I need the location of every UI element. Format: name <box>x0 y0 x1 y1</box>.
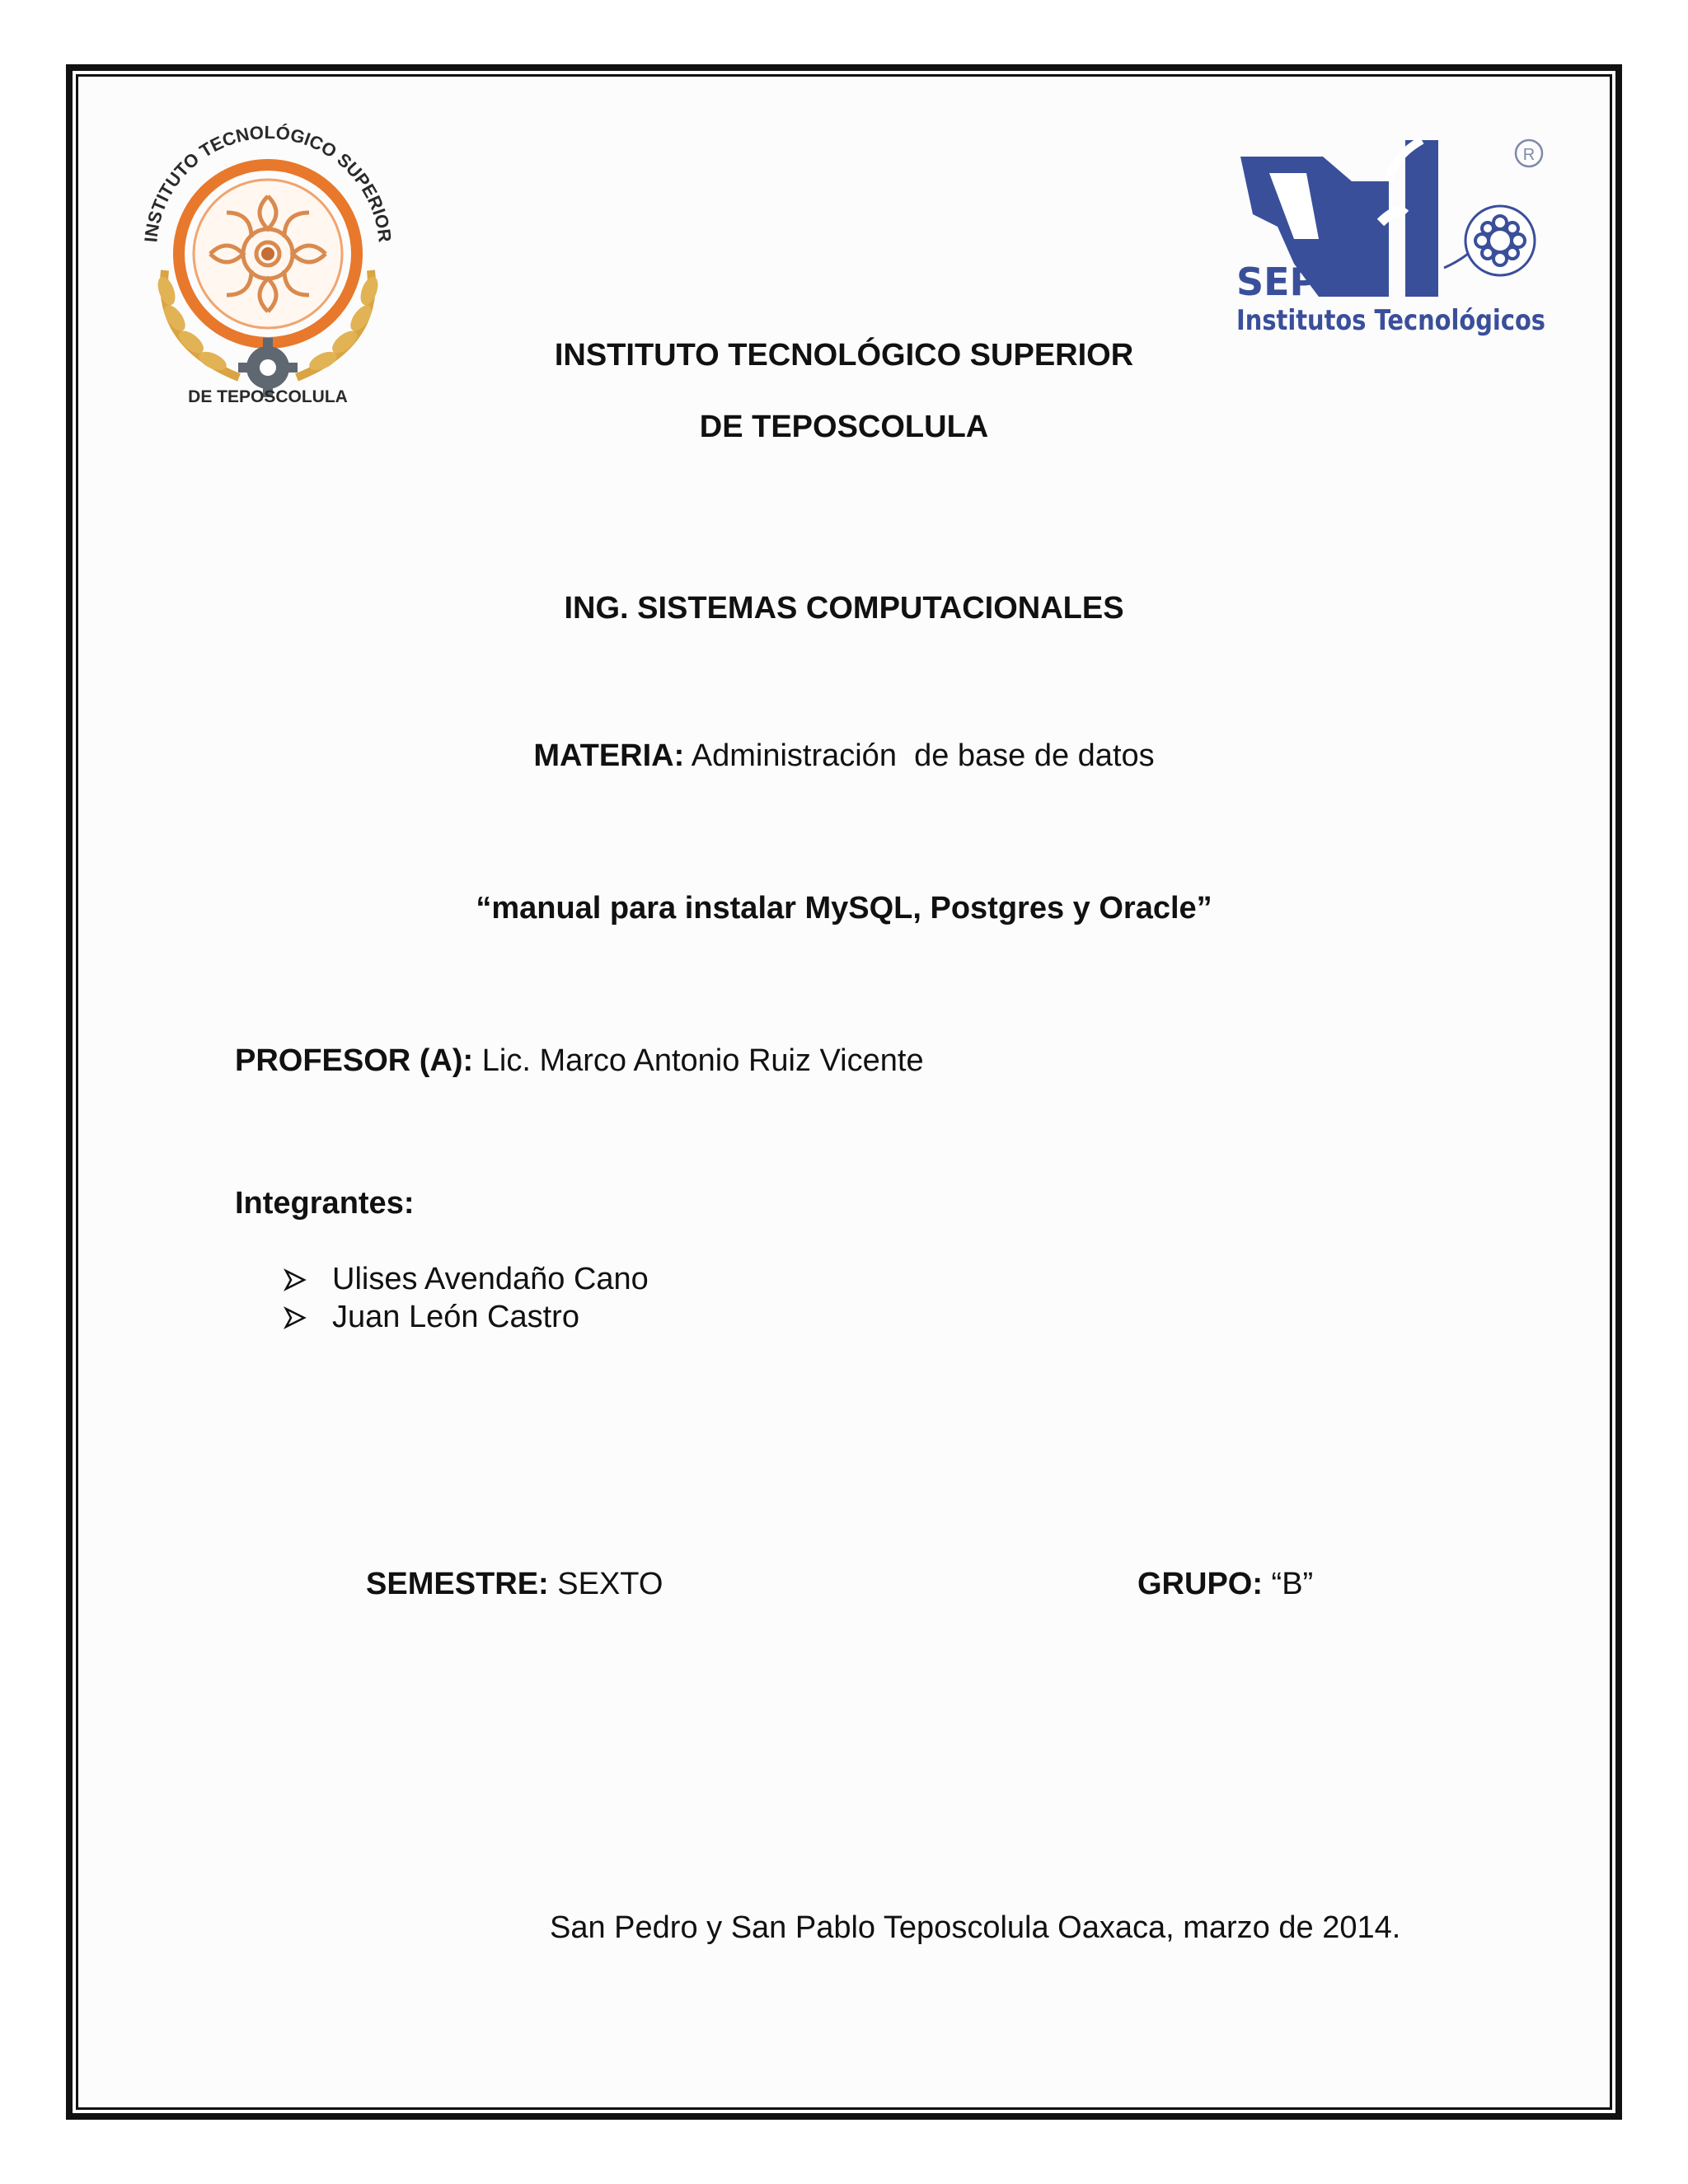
list-item <box>284 1262 649 1297</box>
svg-text:SEP: SEP <box>1236 260 1318 304</box>
arrow-bullet-icon <box>284 1307 306 1329</box>
professor-name: Lic. Marco Antonio Ruiz Vicente <box>473 1043 924 1078</box>
semester-line <box>366 1567 663 1603</box>
svg-text:INSTITUTO TECNOLÓGICO SUPERIOR: INSTITUTO TECNOLÓGICO SUPERIOR <box>140 121 396 244</box>
career-title: ING. SISTEMAS COMPUTACIONALES <box>564 591 1124 626</box>
place-date: San Pedro y San Pablo Teposcolula Oaxaca, marzo de 2014. <box>550 1910 1401 1945</box>
subject-label: MATERIA: <box>533 738 685 773</box>
professor-line <box>235 1043 924 1080</box>
professor-label: PROFESOR (A): <box>235 1043 474 1078</box>
group-label: GRUPO: <box>1137 1567 1263 1601</box>
member-name: Juan León Castro <box>332 1300 579 1334</box>
institution-title-line1: INSTITUTO TECNOLÓGICO SUPERIOR <box>554 338 1134 373</box>
semester-value: SEXTO <box>548 1567 663 1601</box>
member-name: Ulises Avendaño Cano <box>332 1262 649 1296</box>
arrow-bullet-icon <box>284 1269 306 1291</box>
subject-line <box>0 738 1688 775</box>
group-value: “B” <box>1263 1567 1314 1601</box>
svg-text:R: R <box>1522 146 1536 164</box>
document-title: “manual para instalar MySQL, Postgres y Oracle” <box>476 891 1212 926</box>
sep-logo <box>1228 124 1558 346</box>
svg-text:DE TEPOSCOLULA: DE TEPOSCOLULA <box>188 387 348 406</box>
institution-title-line2: DE TEPOSCOLULA <box>699 410 989 444</box>
semester-label: SEMESTRE: <box>366 1567 549 1601</box>
svg-text:Institutos Tecnológicos: Institutos Tecnológicos <box>1236 304 1545 337</box>
subject-value: Administración de base de datos <box>684 738 1155 773</box>
group-line <box>1137 1567 1313 1603</box>
members-label: Integrantes: <box>235 1186 415 1221</box>
list-item <box>284 1300 579 1335</box>
